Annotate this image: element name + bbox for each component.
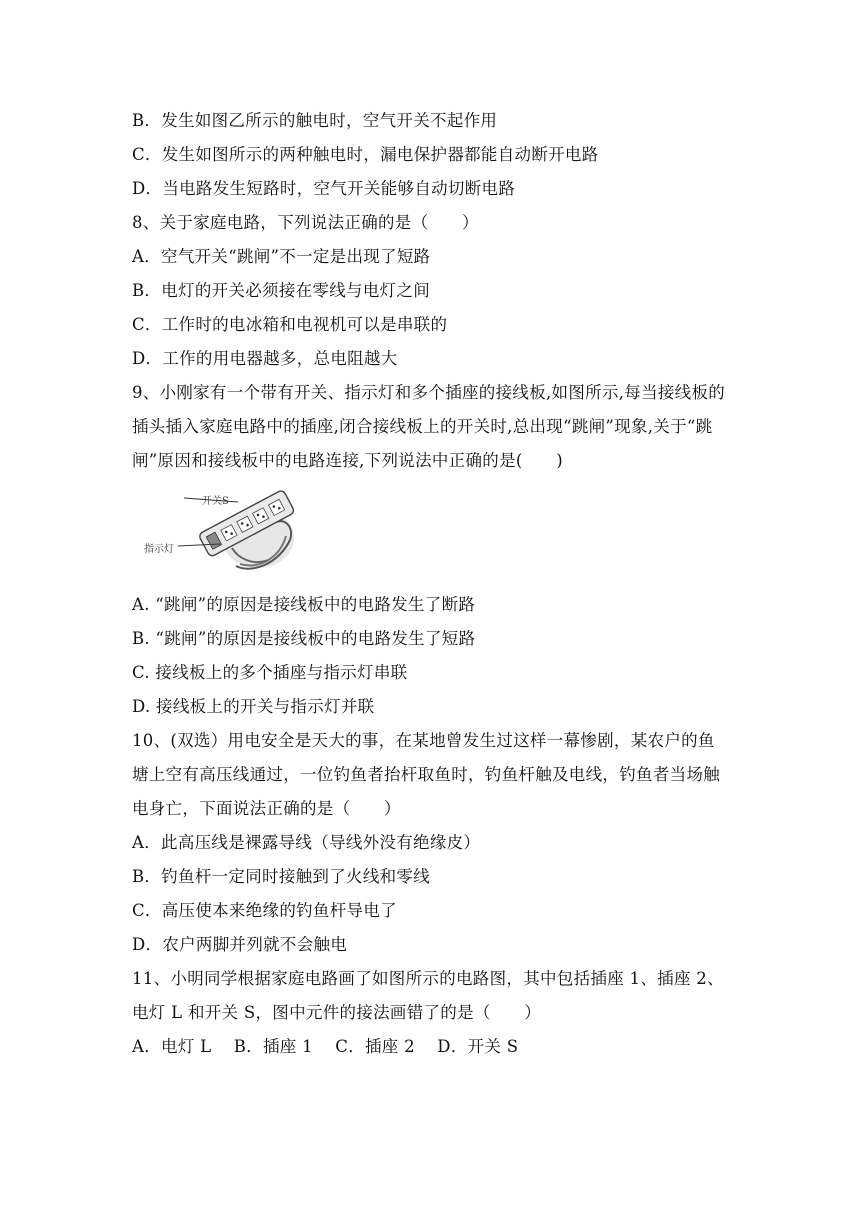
q11-options: A．电灯 L B．插座 1 C．插座 2 D．开关 S bbox=[132, 1037, 519, 1056]
q8-option-b: B．电灯的开关必须接在零线与电灯之间 bbox=[132, 281, 431, 300]
q10-stem-line1: 10、(双选）用电安全是天大的事，在某地曾发生过这样一幕惨剧，某农户的鱼 bbox=[132, 731, 715, 750]
switch-label: 开关S bbox=[202, 496, 229, 507]
q10-option-b: B．钓鱼杆一定同时接触到了火线和零线 bbox=[132, 867, 431, 886]
indicator-label: 指示灯 bbox=[144, 544, 174, 555]
q11-stem-line2: 电灯 L 和开关 S，图中元件的接法画错了的是（ ） bbox=[132, 1003, 542, 1022]
q9-stem-line3: 闸”原因和接线板中的电路连接,下列说法中正确的是( ) bbox=[132, 451, 563, 470]
q9-stem-line2: 插头插入家庭电路中的插座,闭合接线板上的开关时,总出现“跳闸”现象,关于“跳 bbox=[132, 417, 713, 436]
q11-stem-line1: 11、小明同学根据家庭电路画了如图所示的电路图，其中包括插座 1、插座 2、 bbox=[132, 969, 724, 988]
q9-option-a: A. “跳闸”的原因是接线板中的电路发生了断路 bbox=[132, 595, 476, 614]
q7-option-b: B．发生如图乙所示的触电时，空气开关不起作用 bbox=[132, 111, 498, 130]
q10-option-c: C．高压使本来绝缘的钓鱼杆导电了 bbox=[132, 901, 397, 920]
q9-stem-line1: 9、小刚家有一个带有开关、指示灯和多个插座的接线板,如图所示,每当接线板的 bbox=[132, 383, 726, 402]
q9-option-d: D. 接线板上的开关与指示灯并联 bbox=[132, 697, 375, 716]
q9-option-c: C. 接线板上的多个插座与指示灯串联 bbox=[132, 663, 408, 682]
q10-option-a: A．此高压线是裸露导线（导线外没有绝缘皮） bbox=[132, 833, 481, 852]
q8-option-d: D．工作的用电器越多，总电阻越大 bbox=[132, 349, 398, 368]
q7-option-d: D．当电路发生短路时，空气开关能够自动切断电路 bbox=[132, 179, 516, 198]
q7-option-c: C．发生如图所示的两种触电时，漏电保护器都能自动断开电路 bbox=[132, 145, 599, 164]
q10-option-d: D．农户两脚并列就不会触电 bbox=[132, 935, 348, 954]
q8-option-a: A．空气开关“跳闸”不一定是出现了短路 bbox=[132, 247, 431, 266]
q8-option-c: C．工作时的电冰箱和电视机可以是串联的 bbox=[132, 315, 448, 334]
q8-stem: 8、关于家庭电路，下列说法正确的是（ ） bbox=[132, 213, 479, 232]
q9-option-b: B. “跳闸”的原因是接线板中的电路发生了短路 bbox=[132, 629, 476, 648]
q10-stem-line2: 塘上空有高压线通过，一位钓鱼者抬杆取鱼时，钓鱼杆触及电线，钓鱼者当场触 bbox=[132, 765, 720, 784]
power-strip-figure bbox=[140, 478, 300, 576]
q10-stem-line3: 电身亡，下面说法正确的是（ ） bbox=[132, 799, 401, 818]
